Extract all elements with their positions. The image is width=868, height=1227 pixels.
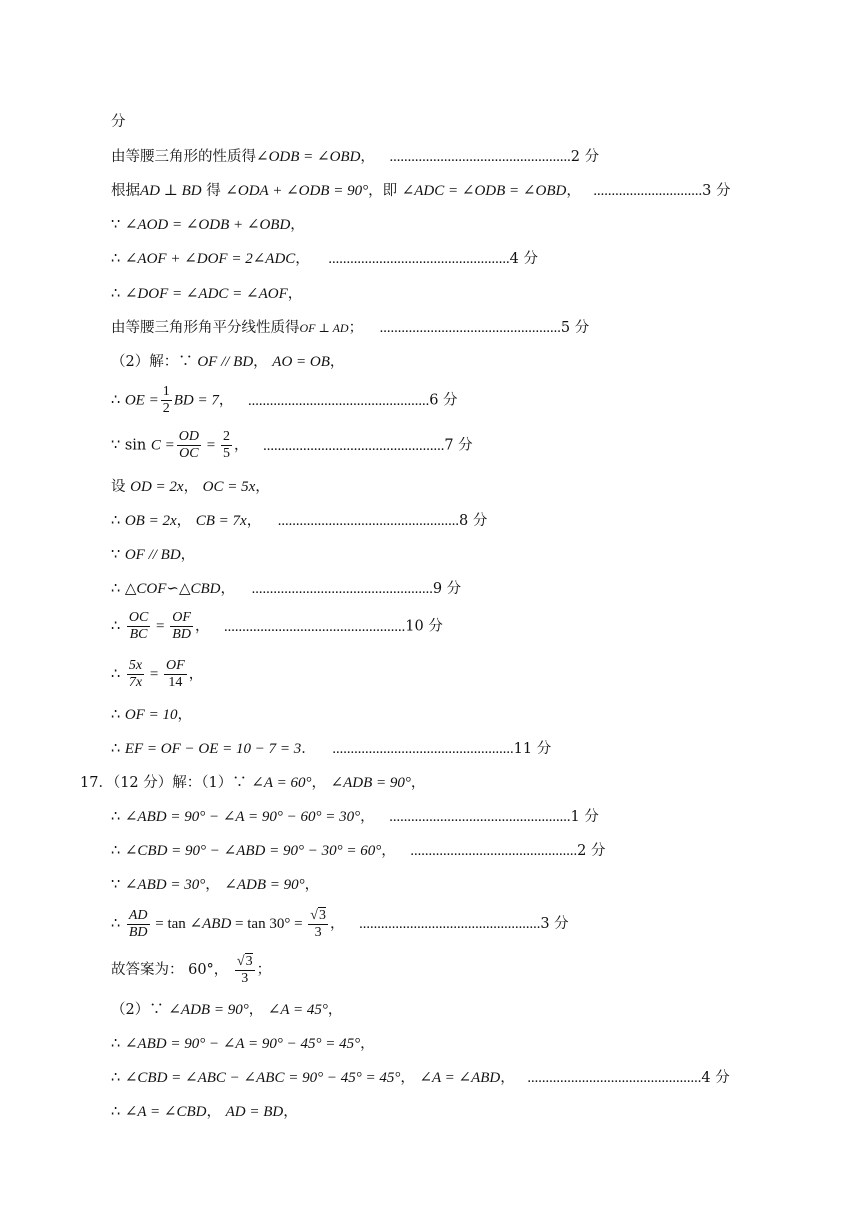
math-expression: EF = OF − OE = 10 − 7 = 3 — [124, 741, 302, 757]
math-expression: AO = OB — [272, 354, 330, 370]
solution-line-8 — [111, 384, 458, 417]
therefore-symbol: ∴ — [111, 1036, 125, 1052]
math-expression: C = — [150, 437, 175, 454]
therefore-symbol: ∴ — [111, 392, 125, 409]
numerator: 2 — [222, 429, 230, 444]
therefore-symbol: ∴ — [111, 1104, 125, 1120]
solution-line-14 — [111, 610, 443, 643]
math-expression: OF // BD — [124, 547, 181, 563]
therefore-symbol: ∴ — [111, 251, 125, 267]
solution-line-19 — [111, 807, 599, 827]
problem-number: 17． — [80, 775, 113, 791]
punct: ， — [360, 149, 375, 165]
punct: ， — [329, 916, 345, 932]
therefore-symbol: ∴ — [111, 741, 125, 757]
math-expression: △COF∽△CBD — [124, 581, 221, 597]
math-expression: ∠ADB = 90° — [330, 775, 411, 791]
fraction — [177, 429, 201, 462]
math-expression: BD = 7 — [173, 392, 219, 409]
punct: ． — [301, 741, 316, 757]
punct: ， — [290, 217, 305, 233]
punct: ， — [248, 1002, 268, 1018]
score-label: 5 分 — [560, 320, 590, 336]
punct: ， — [183, 479, 203, 495]
punct: ， — [360, 1036, 375, 1052]
punct: ， — [327, 1002, 343, 1018]
solution-line-21 — [111, 875, 319, 895]
math-expression: ∠ABD — [189, 916, 232, 932]
math-expression: OC = 5x — [202, 479, 256, 495]
score-leader: .............................. — [593, 183, 703, 199]
punct: ， — [566, 183, 581, 199]
denominator: 3 — [314, 925, 322, 940]
punct: ， — [176, 513, 196, 529]
text: 由等腰三角形角平分线性质得 — [111, 320, 300, 336]
therefore-symbol: ∴ — [111, 707, 125, 723]
denominator: BD — [172, 627, 191, 642]
fraction — [170, 610, 193, 643]
score-label: 10 分 — [405, 618, 443, 635]
punct: ， — [410, 775, 426, 791]
numerator: AD — [128, 907, 148, 923]
solution-line-2 — [111, 181, 731, 201]
score-leader: .................................................. — [251, 581, 433, 597]
math-expression: ∠AOD = ∠ODB + ∠OBD — [124, 217, 291, 233]
solution-line-22 — [111, 907, 569, 941]
punct: ， — [253, 354, 273, 370]
punct: ； — [256, 962, 272, 978]
therefore-symbol: ∴ — [111, 286, 125, 302]
math-expression: ∠ADB = 90° — [168, 1002, 249, 1018]
score-label: 9 分 — [432, 581, 462, 597]
numerator: OF — [166, 658, 185, 673]
punct: ， — [304, 877, 320, 893]
math-expression: OB = 2x — [124, 513, 177, 529]
denominator: BD — [128, 924, 148, 940]
solution-line-5 — [111, 284, 302, 304]
solution-line-16 — [111, 705, 192, 725]
punct: ， — [311, 775, 331, 791]
punct: ， — [400, 1070, 420, 1086]
text: ，即 — [368, 183, 402, 199]
radicand: 3 — [245, 954, 253, 969]
fraction — [164, 658, 187, 691]
score-label: 2 分 — [577, 843, 606, 859]
math-expression: ∠ABD = 90° − ∠A = 90° − 60° = 30° — [124, 809, 361, 825]
solution-line-20 — [111, 841, 605, 861]
numerator: √3 — [310, 908, 326, 923]
math-expression: OF // BD — [197, 354, 254, 370]
math-expression: AD = BD — [225, 1104, 284, 1120]
math-expression: OF = 10 — [124, 707, 178, 723]
fraction — [161, 384, 172, 417]
score-leader: ................................................ — [527, 1070, 702, 1086]
score-leader: .................................................. — [389, 149, 571, 165]
denominator: 2 — [162, 401, 170, 416]
score-label: 11 分 — [513, 741, 552, 757]
math-expression: ∠DOF = ∠ADC = ∠AOF — [124, 286, 288, 302]
punct: ， — [188, 666, 204, 683]
fraction — [235, 953, 255, 987]
solution-line-11 — [111, 511, 487, 531]
score-leader: .................................................. — [224, 618, 406, 635]
text: （2）∵ — [111, 1002, 169, 1018]
therefore-symbol: ∴ — [111, 809, 125, 825]
fraction — [221, 429, 232, 462]
denominator: BC — [129, 627, 148, 642]
solution-line-27 — [111, 1102, 298, 1122]
math-expression: ∠ODA + ∠ODB = 90° — [225, 183, 369, 199]
therefore-symbol: ∴ — [111, 666, 125, 683]
numerator: OF — [172, 610, 191, 625]
therefore-symbol: ∴ — [111, 843, 125, 859]
numerator: 5x — [128, 658, 143, 673]
score-label: 8 分 — [459, 513, 488, 529]
score-leader: .................................................. — [389, 809, 571, 825]
solution-line-4 — [111, 249, 538, 269]
therefore-symbol: ∴ — [111, 1070, 125, 1086]
punct: ， — [329, 354, 345, 370]
therefore-symbol: ∴ — [111, 581, 125, 597]
because-symbol: ∵ — [111, 547, 125, 563]
numerator: 1 — [162, 384, 170, 399]
text: 设 — [111, 479, 131, 495]
math-expression: ∠ODB = ∠OBD — [256, 149, 361, 165]
math-expression: ∠A = 60° — [251, 775, 312, 791]
text: 故答案为： 60°， — [111, 962, 233, 978]
solution-line-0 — [111, 112, 126, 132]
score-label: 7 分 — [444, 437, 473, 454]
numerator: √3 — [236, 954, 253, 969]
math-expression: OF ⊥ AD — [299, 321, 349, 335]
solution-line-7 — [111, 352, 344, 372]
punct: ， — [360, 809, 375, 825]
denominator: OC — [179, 446, 199, 461]
score-label: 3 分 — [702, 183, 731, 199]
denominator: 3 — [241, 971, 249, 986]
punct: ， — [177, 707, 192, 723]
score-leader: .................................................. — [359, 916, 541, 932]
math-expression: OD = 2x — [130, 479, 184, 495]
fraction — [308, 907, 328, 941]
punct: ， — [180, 547, 196, 563]
score-leader: .................................................. — [277, 513, 460, 529]
math-expression: CB = 7x — [195, 513, 247, 529]
math-expression: ∠ABD = 90° − ∠A = 90° − 45° = 45° — [124, 1036, 361, 1052]
score-label: 1 分 — [570, 809, 599, 825]
math-expression: ∠ADC = ∠ODB = ∠OBD — [401, 183, 567, 199]
solution-line-23 — [111, 953, 271, 987]
text: 根据 — [111, 183, 140, 199]
punct: ， — [194, 618, 210, 635]
score-leader: .................................................. — [247, 392, 430, 409]
punct: ， — [205, 877, 225, 893]
because-symbol: ∵ — [111, 877, 125, 893]
solution-line-10 — [111, 477, 270, 497]
text: （12 分）解：（1）∵ — [112, 775, 252, 791]
punct: ， — [287, 286, 303, 302]
math-expression: ∠A = ∠CBD — [124, 1104, 207, 1120]
solution-line-3 — [111, 215, 305, 235]
text: （2）解：∵ — [111, 354, 198, 370]
score-label: 4 分 — [701, 1070, 730, 1086]
punct: ， — [500, 1070, 515, 1086]
equals: = — [152, 618, 169, 635]
math-expression: ∠CBD = 90° − ∠ABD = 90° − 30° = 60° — [124, 843, 382, 859]
math-expression: ∠ABD = 30° — [124, 877, 206, 893]
denominator: 7x — [128, 675, 143, 690]
fraction — [127, 658, 144, 691]
equals: = — [146, 666, 163, 683]
math-expression: ∠A = 45° — [267, 1002, 328, 1018]
score-leader: .................................................. — [332, 741, 514, 757]
math-expression: AD ⊥ BD — [140, 183, 202, 199]
math-expression: ∠AOF + ∠DOF = 2∠ADC — [124, 251, 296, 267]
therefore-symbol: ∴ — [111, 513, 125, 529]
solution-line-13 — [111, 579, 461, 599]
solution-line-25 — [111, 1034, 375, 1054]
punct: ； — [348, 320, 364, 336]
solution-line-12 — [111, 545, 195, 565]
therefore-symbol: ∴ — [111, 916, 125, 932]
score-leader: .............................................. — [410, 843, 578, 859]
fraction — [127, 908, 150, 941]
text: = tan 30° = — [231, 916, 307, 932]
denominator: 5 — [222, 446, 230, 461]
score-leader: .................................................. — [328, 251, 510, 267]
solution-line-26 — [111, 1068, 730, 1088]
numerator: OC — [128, 610, 149, 625]
math-expression: OE = — [124, 392, 159, 409]
score-leader: .................................................. — [263, 437, 445, 454]
punct: ， — [255, 479, 270, 495]
score-label: 2 分 — [570, 149, 600, 165]
math-expression: ∠ADB = 90° — [224, 877, 305, 893]
text: 由等腰三角形的性质得 — [111, 149, 256, 165]
solution-line-9 — [111, 429, 473, 462]
text: ∵ sin — [111, 437, 151, 454]
fraction — [127, 610, 150, 643]
text: 得 — [201, 183, 226, 199]
math-expression: ∠A = ∠ABD — [419, 1070, 501, 1086]
equals: = — [203, 437, 219, 454]
score-label: 3 分 — [540, 916, 569, 932]
denominator: 14 — [168, 675, 183, 690]
punct: ， — [233, 437, 249, 454]
radicand: 3 — [318, 908, 326, 923]
score-leader: .................................................. — [379, 320, 561, 336]
therefore-symbol: ∴ — [111, 618, 125, 635]
problem-17-header — [80, 773, 425, 793]
solution-line-1 — [111, 147, 599, 167]
solution-line-15 — [111, 658, 203, 691]
solution-line-17 — [111, 739, 551, 759]
punct: ， — [206, 1104, 226, 1120]
numerator: OD — [178, 429, 199, 444]
punct: ， — [220, 581, 235, 597]
text: = tan — [151, 916, 190, 932]
punct: ， — [381, 843, 396, 859]
text: 分 — [111, 114, 126, 130]
solution-line-6 — [111, 318, 589, 338]
score-label: 6 分 — [429, 392, 458, 409]
punct: ， — [283, 1104, 298, 1120]
punct: ， — [295, 251, 310, 267]
because-symbol: ∵ — [111, 217, 125, 233]
solution-line-24 — [111, 1000, 342, 1020]
punct: ， — [246, 513, 262, 529]
math-expression: ∠CBD = ∠ABC − ∠ABC = 90° − 45° = 45° — [124, 1070, 401, 1086]
score-label: 4 分 — [509, 251, 538, 267]
punct: ， — [218, 392, 234, 409]
